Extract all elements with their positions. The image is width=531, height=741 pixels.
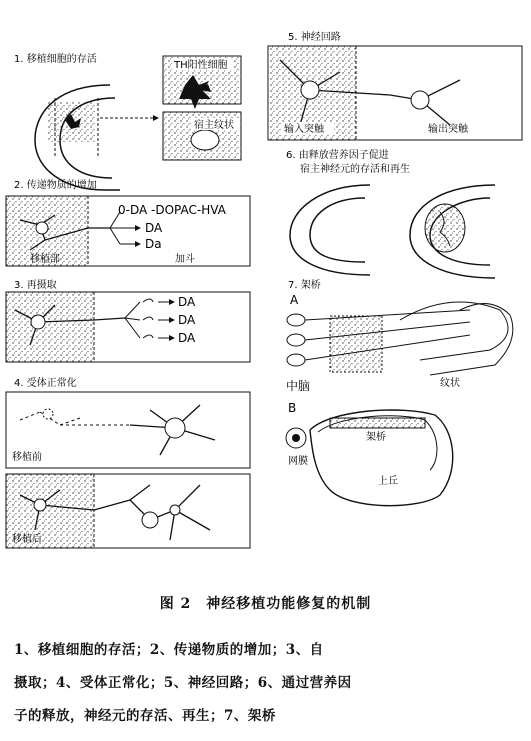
midbrain-label: 中脑: [286, 379, 311, 393]
panel-5: [268, 30, 522, 140]
panel-4: [6, 376, 250, 548]
panel-1: [14, 52, 241, 190]
dopamine-chain: 0-DA -DOPAC-HVA: [118, 203, 226, 217]
label-b: B: [288, 401, 297, 415]
output-synapse-label: 输出突触: [428, 124, 468, 135]
panel-2-title: 2. 传递物质的增加: [14, 180, 97, 191]
panel-6-title-2: 宿主神经元的存活和再生: [300, 164, 410, 175]
graft-label: 移植部: [30, 254, 60, 265]
striatum-label: 纹状: [440, 378, 460, 389]
da-output-2: Da: [145, 237, 162, 251]
panel-6: [286, 148, 495, 278]
figure-caption-title: 图 2 神经移植功能修复的机制: [159, 596, 372, 612]
before-graft-label: 移植前: [12, 452, 42, 463]
panel-3-title: 3. 再摄取: [14, 280, 57, 291]
panel-2: [6, 178, 250, 266]
caption-line-1: 1、移植细胞的存活；2、传递物质的增加；3、自: [14, 642, 324, 658]
panel-3: [6, 278, 250, 362]
reuptake-da-1: DA: [178, 295, 196, 309]
figure-caption-body: [14, 634, 524, 733]
host-striatum-label: 宿主纹状: [194, 120, 234, 131]
tyrosine-label: TH阳性细胞: [174, 60, 228, 71]
panel-7: [286, 278, 513, 506]
panel-2-note: 加斗: [175, 254, 195, 265]
panel-7-title: 7. 架桥: [288, 280, 321, 291]
caption-line-3: 子的释放，神经元的存活、再生；7、架桥: [14, 708, 276, 724]
reuptake-da-3: DA: [178, 331, 196, 345]
bridge-label: 架桥: [366, 432, 386, 443]
superior-colliculus-label: 上丘: [378, 476, 398, 487]
panel-4-title: 4. 受体正常化: [14, 378, 77, 389]
da-output-1: DA: [145, 221, 163, 235]
after-graft-label: 移植后: [12, 534, 42, 545]
panel-5-title: 5. 神经回路: [288, 32, 341, 43]
panel-1-title: 1. 移植细胞的存活: [14, 54, 97, 65]
panel-6-title-1: 6. 由释放营养因子促进: [286, 150, 389, 161]
input-synapse-label: 输入突触: [284, 124, 324, 135]
retina-label: 网膜: [288, 456, 308, 467]
label-a: A: [290, 293, 299, 307]
reuptake-da-2: DA: [178, 313, 196, 327]
caption-line-2: 摄取；4、受体正常化；5、神经回路；6、通过营养因: [14, 675, 352, 691]
